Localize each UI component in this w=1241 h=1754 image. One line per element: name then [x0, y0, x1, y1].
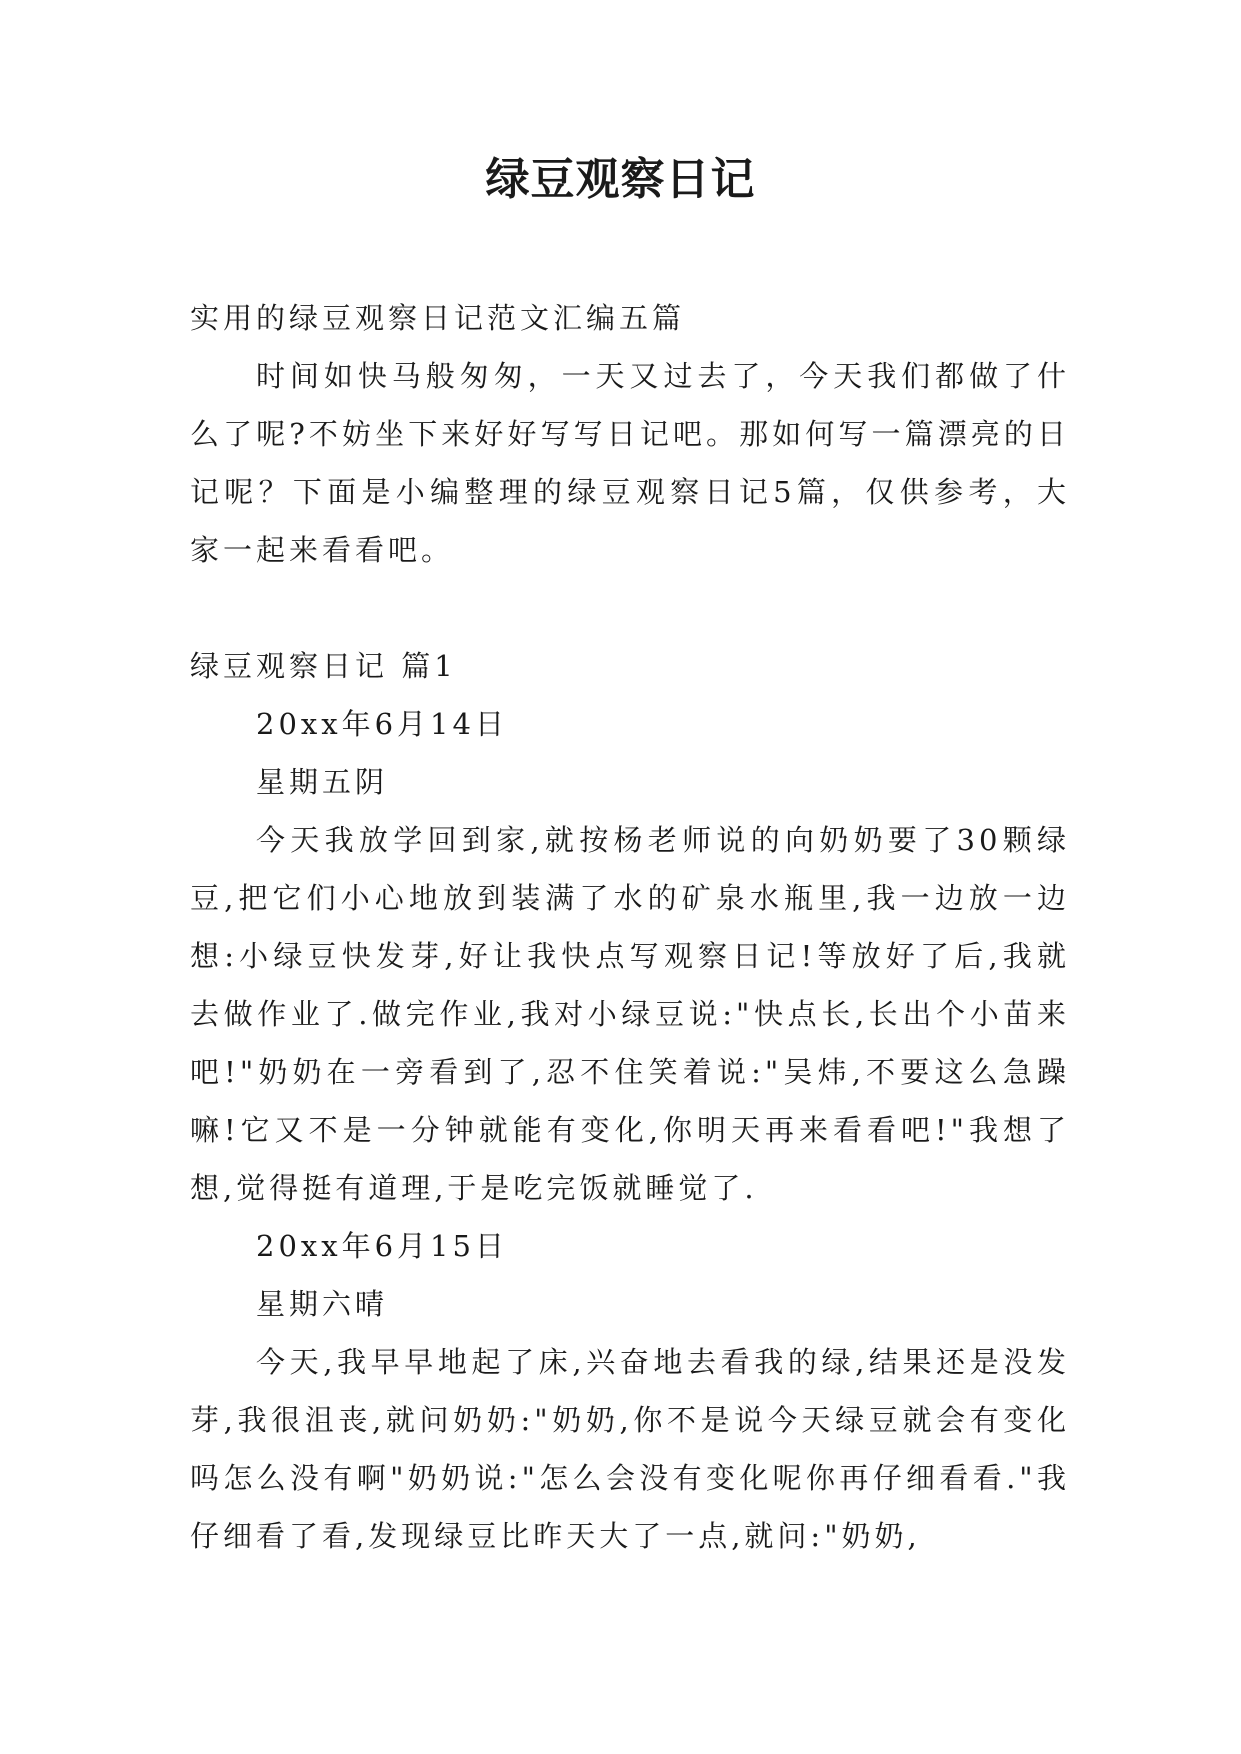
entry-weather: 星期五阴 — [256, 765, 389, 799]
entry-date: 20xx年6月15日 — [256, 1229, 508, 1263]
entry-paragraph: 今天我放学回到家,就按杨老师说的向奶奶要了30颗绿豆,把它们小心地放到装满了水的矿泉水瓶里,我一边放一边想:小绿豆快发芽,好让我快点写观察日记!等放好了后,我就去做作业了.做完作业,我对小绿豆说:"快点长,长出个小苗来吧!"奶奶在一旁看到了,忍不住笑着说:"吴炜,不要这么急躁嘛!它又不是一分钟就能有变化,你明天再来看看吧!"我想了想,觉得挺有道理,于是吃完饭就睡觉了. — [190, 823, 1070, 1205]
intro-paragraph: 时间如快马般匆匆，一天又过去了，今天我们都做了什么了呢?不妨坐下来好好写写日记吧。那如何写一篇漂亮的日记呢？下面是小编整理的绿豆观察日记5篇，仅供参考，大家一起来看看吧。 — [190, 359, 1070, 567]
paragraph-gap — [190, 579, 1070, 637]
section-heading: 绿豆观察日记 篇1 — [190, 649, 457, 683]
document-title: 绿豆观察日记 — [485, 154, 756, 205]
entry-date: 20xx年6月14日 — [256, 707, 508, 741]
entry-paragraph: 今天,我早早地起了床,兴奋地去看我的绿,结果还是没发芽,我很沮丧,就问奶奶:"奶奶,你不是说今天绿豆就会有变化吗怎么没有啊"奶奶说:"怎么会没有变化呢你再仔细看看."我仔细看了看,发现绿豆比昨天大了一点,就问:"奶奶, — [190, 1345, 1070, 1553]
document-body — [190, 289, 1070, 1565]
entry-weather: 星期六晴 — [256, 1287, 389, 1321]
document-subtitle: 实用的绿豆观察日记范文汇编五篇 — [190, 301, 686, 335]
